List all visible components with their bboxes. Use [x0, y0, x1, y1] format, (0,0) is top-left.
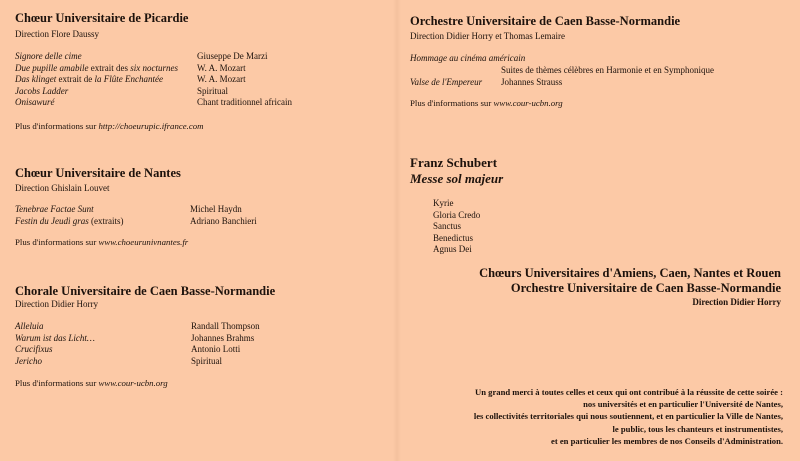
thanks-block [474, 386, 783, 447]
composer-list [197, 51, 292, 109]
work-item: Alleluia [15, 321, 44, 331]
work-item: Crucifixus [15, 344, 53, 355]
work-list [15, 51, 178, 109]
work-description: Suites de thèmes célèbres en Harmonie et en Symphonique [501, 65, 714, 75]
thanks-line: les collectivités territoriales qui nous soutiennent, et en particulier la Ville de Nantes, [473, 411, 783, 422]
more-info: Plus d'informations sur www.cour-ucbn.org [410, 98, 563, 108]
ensembles-line: Orchestre Universitaire de Caen Basse-Normandie [510, 281, 781, 295]
thanks-line: et en particulier les membres de nos Conseils d'Administration. [551, 435, 783, 446]
composer-list [191, 321, 260, 367]
ensembles-direction: Direction Didier Horry [692, 297, 781, 307]
ensembles-line: Chœurs Universitaires d'Amiens, Caen, Nantes et Rouen [479, 266, 781, 280]
website-link[interactable]: www.cour-ucbn.org [493, 98, 563, 108]
work-title: Valse de l'Empereur [410, 77, 483, 87]
work-list [15, 204, 123, 227]
more-info: Plus d'informations sur www.choeurunivnantes.fr [15, 237, 189, 247]
work-item: Jericho [15, 355, 42, 366]
section-title: Chœur Universitaire de Picardie [15, 11, 189, 25]
composer: Randall Thompson [191, 321, 260, 331]
composer: Giuseppe De Marzi [197, 51, 268, 61]
ensembles-block [479, 266, 781, 308]
composer: W. A. Mozart [197, 74, 246, 85]
section-direction: Direction Ghislain Louvet [15, 183, 110, 193]
thanks-line: Un grand merci à toutes celles et ceux qui ont contribué à la réussite de cette soirée : [475, 387, 783, 397]
composer-heading: Franz Schubert [410, 155, 498, 170]
section-direction: Direction Didier Horry [15, 299, 98, 309]
composer: Chant traditionnel africain [197, 97, 292, 108]
mass-part: Sanctus [433, 221, 461, 232]
section-title: Chœur Universitaire de Nantes [15, 166, 181, 180]
website-link[interactable]: www.cour-ucbn.org [98, 378, 168, 388]
thanks-line: nos universités et en particulier l'Université de Nantes, [583, 399, 783, 410]
more-info: Plus d'informations sur www.cour-ucbn.org [15, 378, 168, 388]
mass-title: Messe sol majeur [410, 171, 504, 186]
composer: Antonio Lotti [191, 344, 241, 355]
work-title: Hommage au cinéma américain [410, 53, 526, 63]
composer: Spiritual [197, 85, 228, 96]
mass-part: Benedictus [433, 232, 473, 243]
composer: Adriano Banchieri [190, 215, 257, 226]
website-link[interactable]: www.choeurunivnantes.fr [98, 237, 189, 247]
website-link[interactable]: http://choeurupic.ifrance.com [98, 121, 204, 131]
section-title: Chorale Universitaire de Caen Basse-Normandie [15, 284, 276, 298]
mass-part: Gloria Credo [433, 209, 481, 220]
composer: W. A. Mozart [197, 62, 246, 73]
work-item: Signore delle cime [15, 51, 82, 61]
work-item: Warum ist das Licht… [15, 332, 95, 343]
work-item: Das klinget extrait de la Flûte Enchantée [15, 74, 163, 85]
page-fold [393, 0, 401, 461]
mass-parts [433, 198, 480, 256]
work-item: Jacobs Ladder [15, 85, 69, 96]
work-item: Tenebrae Factae Sunt [15, 204, 94, 214]
more-info: Plus d'informations sur http://choeurupic.ifrance.com [15, 121, 204, 131]
work-item: Due pupille amabile extrait des six nocturnes [15, 62, 178, 73]
thanks-line: le public, tous les chanteurs et instrumentistes, [612, 423, 783, 434]
work-item: Festin du Jeudi gras (extraits) [15, 215, 124, 226]
composer: Michel Haydn [190, 204, 242, 214]
composer: Johannes Brahms [191, 332, 255, 343]
mass-part: Agnus Dei [433, 244, 472, 255]
composer: Spiritual [191, 355, 222, 366]
composer: Johannes Strauss [501, 77, 563, 87]
section-direction: Direction Flore Daussy [15, 29, 99, 39]
mass-part: Kyrie [433, 198, 454, 208]
work-item: Onisawuré [15, 97, 55, 108]
composer-list [190, 204, 257, 227]
section-direction: Direction Didier Horry et Thomas Lemaire [410, 31, 566, 41]
work-list [15, 321, 95, 367]
section-title: Orchestre Universitaire de Caen Basse-Normandie [410, 14, 681, 28]
